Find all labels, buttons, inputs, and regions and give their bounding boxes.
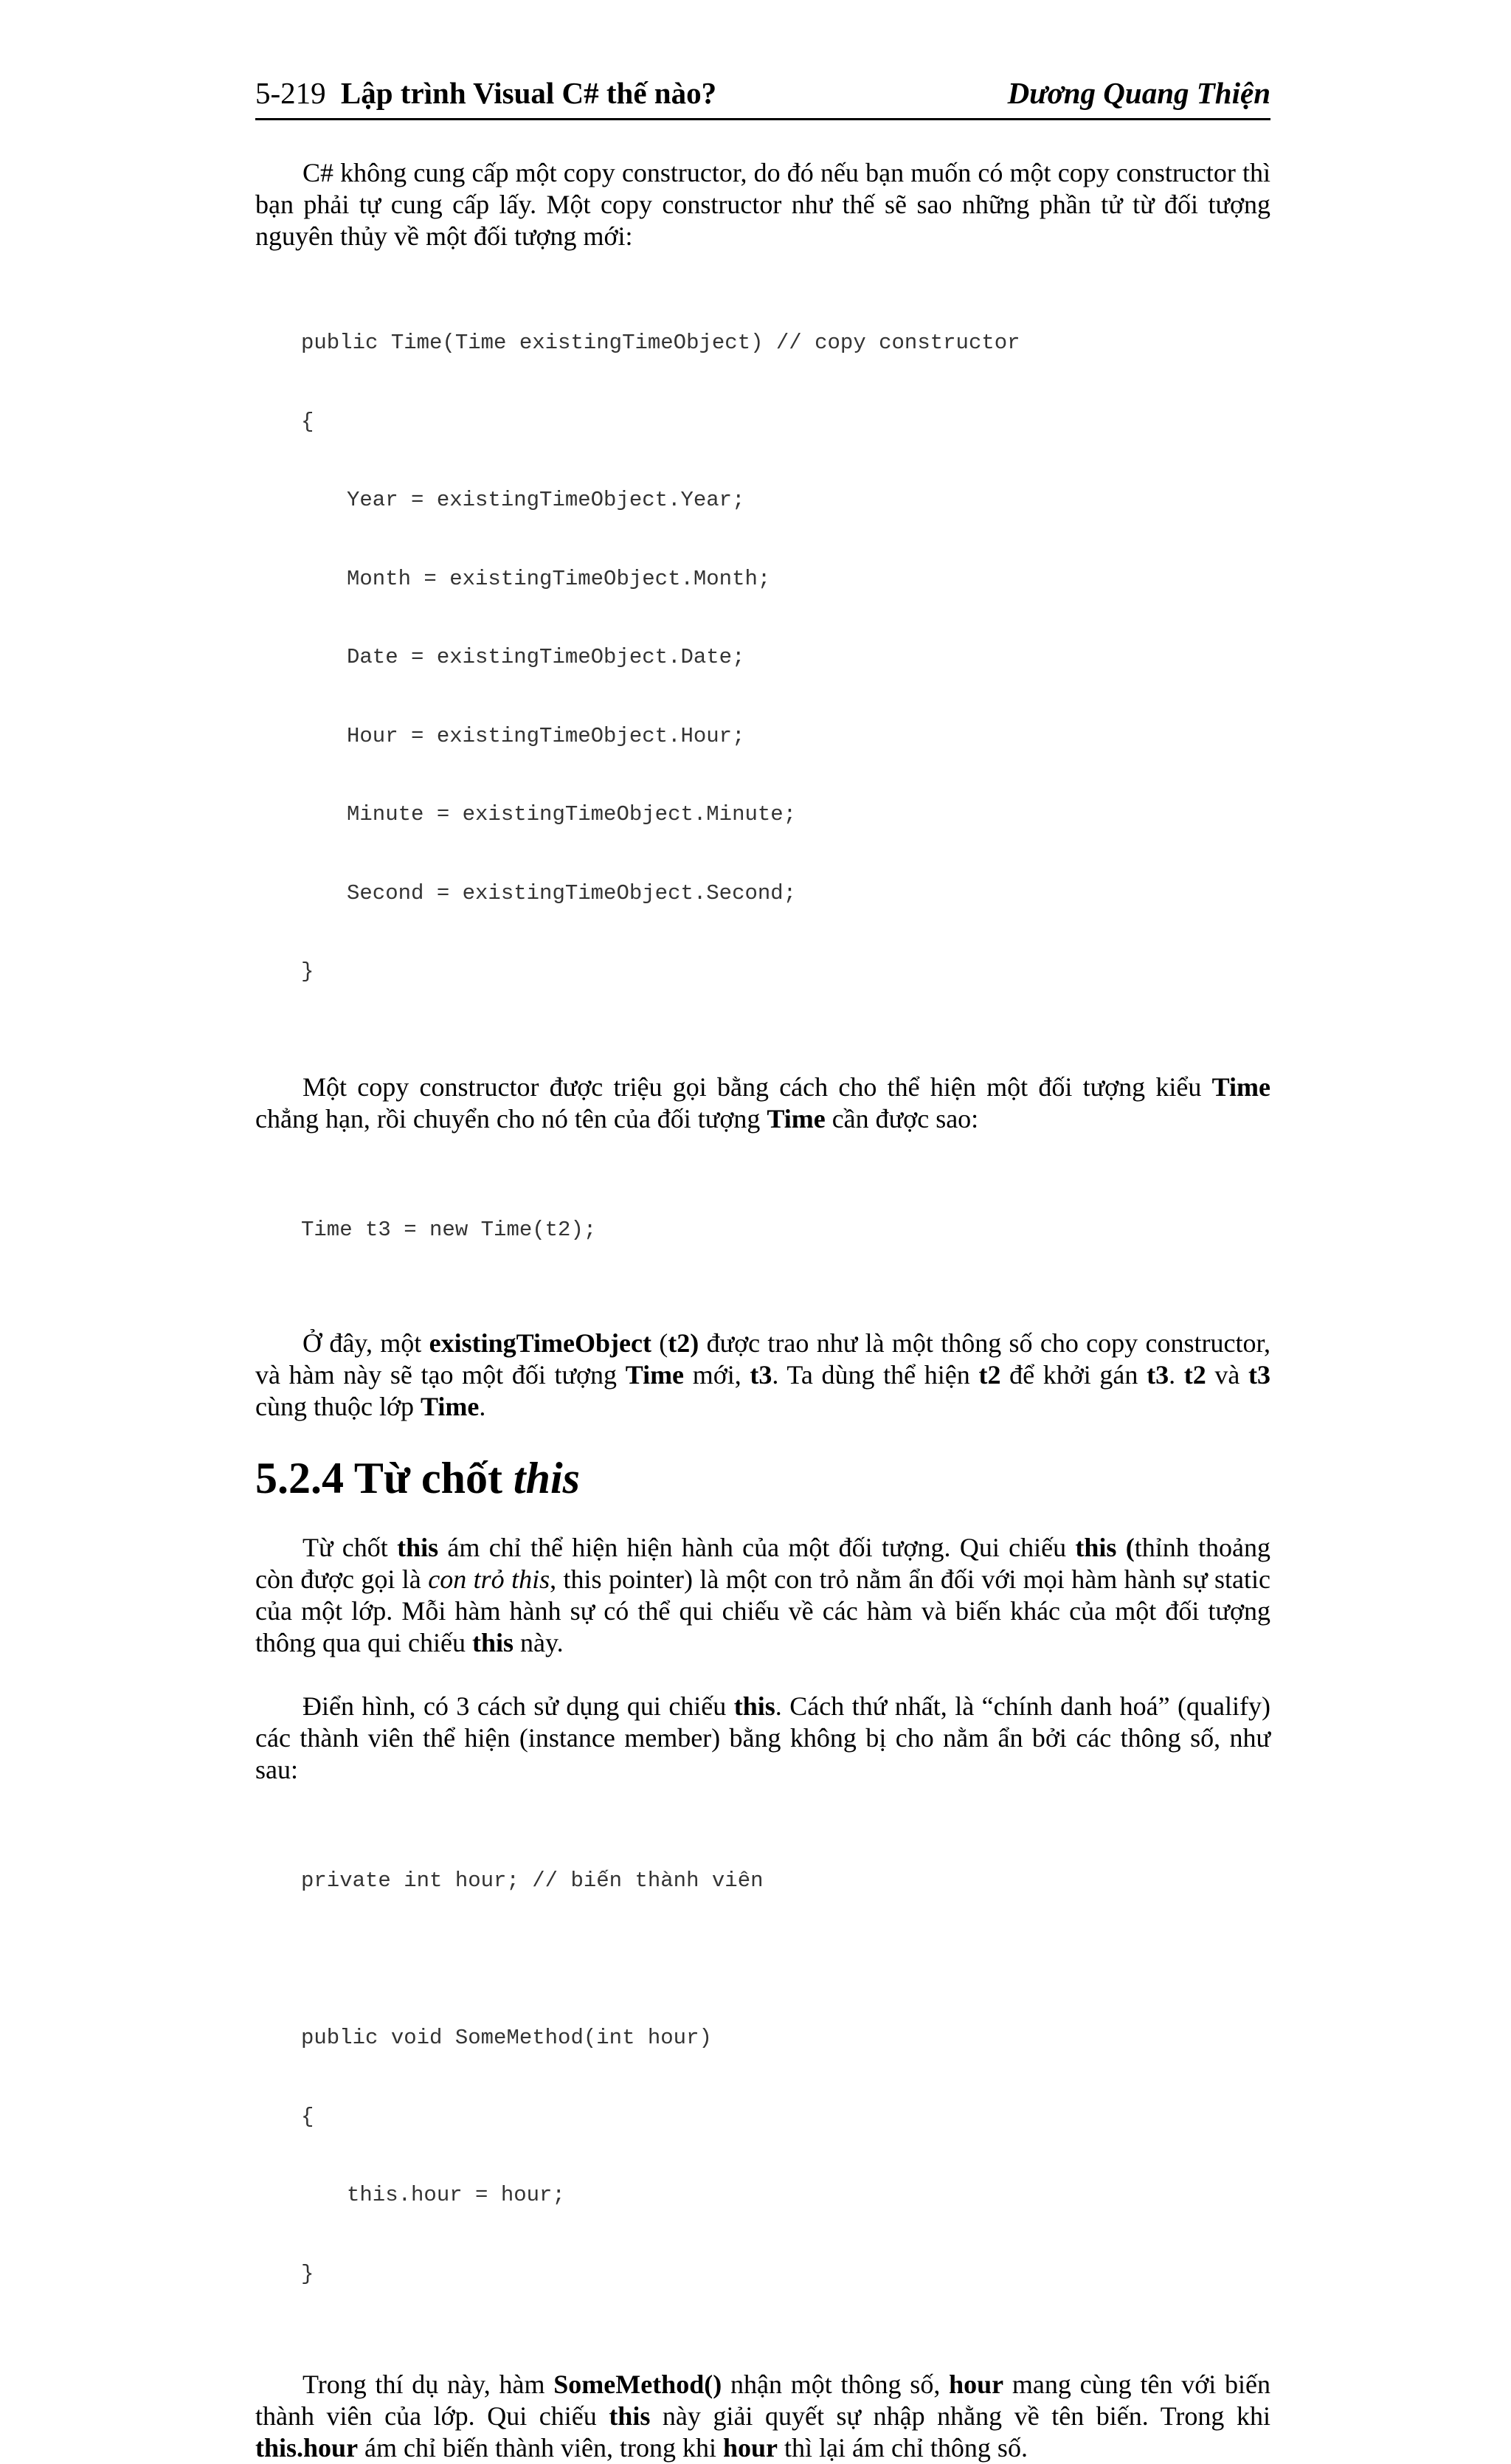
code-line: this.hour = hour;: [347, 2183, 565, 2207]
existing-time-object-paragraph: [255, 1328, 1270, 1423]
bold-run: Time: [767, 1103, 826, 1133]
bold-run: Time: [421, 1392, 480, 1421]
bold-run: t3: [1248, 1360, 1271, 1390]
bold-run: Time: [1211, 1071, 1270, 1102]
code-line: public Time(Time existingTimeObject) // copy constructor: [301, 331, 1020, 355]
bold-run: t3: [1147, 1360, 1169, 1390]
author-name: Dương Quang Thiện: [1007, 76, 1270, 110]
text-run: . Ta dùng thể hiện: [772, 1360, 979, 1390]
code-line: private int hour; // biến thành viên: [301, 1868, 764, 1893]
section-title: 5.2.4 Từ chốt: [255, 1454, 514, 1502]
bold-run: this: [609, 2401, 651, 2431]
code-line: {: [301, 2104, 314, 2129]
copy-constructor-usage-paragraph: [255, 1071, 1270, 1135]
this-usage-paragraph: [255, 1691, 1270, 1786]
bold-run: t2: [1183, 1360, 1206, 1390]
text-run: Trong thí dụ này, hàm: [302, 2370, 554, 2399]
code-line: Year = existingTimeObject.Year;: [347, 488, 745, 512]
code-line: public void SomeMethod(int hour): [301, 2026, 712, 2050]
text-run: này giải quyết sự nhập nhằng về tên biến. Trong khi: [650, 2401, 1270, 2431]
code-line: [301, 1947, 1270, 1973]
bold-run: this: [397, 1533, 439, 1562]
text-run: cùng thuộc lớp: [255, 1392, 421, 1421]
text-run: , this pointer) là một con trỏ nằm ẩn đối với mọi hàm hành sự static của một lớp. Mỗi hàm hành sự có thể qui chiếu về các hàm và biến khác của một đối tượng thông qua qui chiếu: [255, 1564, 1270, 1657]
code-line: Month = existingTimeObject.Month;: [347, 566, 771, 591]
text-run: mới,: [684, 1360, 750, 1390]
text-run: để khởi gán: [1000, 1360, 1147, 1390]
text-run: này.: [513, 1628, 564, 1657]
code-line: Hour = existingTimeObject.Hour;: [347, 723, 745, 748]
text-run: thỉnh thoảng còn được gọi là: [255, 1533, 1271, 1594]
code-block-copy-constructor: [301, 277, 1270, 1038]
bold-run: this: [471, 1628, 514, 1657]
code-block-some-method: [301, 1815, 1270, 2339]
this-keyword-paragraph: [255, 1532, 1270, 1659]
bold-run: hour: [949, 2370, 1004, 2399]
text-run: Từ chốt: [302, 1533, 398, 1562]
section-heading: [255, 1452, 1270, 1504]
bold-run: hour: [722, 2433, 778, 2463]
bold-run: Time: [625, 1360, 685, 1390]
book-title: Lập trình Visual C# thế nào?: [340, 76, 717, 110]
text-run: ám chỉ thể hiện hiện hành của một đối tượng. Qui chiếu: [438, 1533, 1076, 1562]
italic-run: con trỏ this: [428, 1564, 550, 1594]
code-line: Date = existingTimeObject.Date;: [347, 645, 745, 669]
section-keyword: this: [513, 1454, 580, 1502]
page-header: [255, 74, 1270, 120]
text-run: . Cách thứ nhất, là “chính danh hoá” (qualify) các thành viên thể hiện (instance member) bằng không bị cho nằm ẩn bởi các thông số, như sau:: [255, 1691, 1270, 1784]
header-left: [255, 74, 716, 112]
code-line: Time t3 = new Time(t2);: [301, 1217, 597, 1242]
some-method-explanation-paragraph: [255, 2369, 1270, 2464]
text-run: Điển hình, có 3 cách sử dụng qui chiếu: [302, 1691, 734, 1721]
document-page: [255, 74, 1270, 2464]
code-line: }: [301, 2261, 314, 2286]
bold-run: t2: [978, 1360, 1001, 1390]
text-run: được trao như là một thông số cho copy constructor, và hàm này sẽ tạo một đối tượng: [255, 1328, 1270, 1390]
bold-run: t2): [668, 1328, 699, 1358]
text-run: mang cùng tên với biến thành viên của lớp. Qui chiếu: [255, 2370, 1271, 2431]
text-run: chẳng hạn, rồi chuyển cho nó tên của đối tượng: [255, 1103, 767, 1133]
text-run: cần được sao:: [825, 1103, 979, 1133]
bold-run: this: [733, 1691, 775, 1721]
bold-run: existingTimeObject: [429, 1328, 651, 1358]
text-run: .: [479, 1392, 486, 1421]
intro-paragraph: C# không cung cấp một copy constructor, do đó nếu bạn muốn có một copy constructor thì bạn phải tự cung cấp lấy. Một copy constructor như thế sẽ sao những phần tử từ đối tượng nguyên thủy về một đối tượng mới:: [255, 158, 1270, 251]
text-run: Một copy constructor được triệu gọi bằng cách cho thể hiện một đối tượng kiểu: [302, 1071, 1212, 1102]
code-block-new-time: [301, 1164, 1270, 1296]
text-run: ám chỉ biến thành viên, trong khi: [358, 2433, 723, 2463]
code-line: Minute = existingTimeObject.Minute;: [347, 802, 797, 826]
bold-run: SomeMethod(): [553, 2370, 722, 2399]
bold-run: t3: [750, 1360, 772, 1390]
text-run: (: [651, 1328, 668, 1358]
code-line: }: [301, 959, 314, 984]
code-line: Second = existingTimeObject.Second;: [347, 880, 797, 905]
text-run: thì lại ám chỉ thông số.: [777, 2433, 1028, 2463]
code-line: {: [301, 409, 314, 434]
text-run: nhận một thông số,: [722, 2370, 950, 2399]
text-run: và: [1206, 1360, 1249, 1390]
bold-run: this.hour: [255, 2433, 359, 2463]
text-run: .: [1169, 1360, 1184, 1390]
bold-run: this (: [1075, 1533, 1135, 1562]
page-number: 5-219: [255, 76, 326, 110]
text-run: Ở đây, một: [302, 1328, 429, 1358]
